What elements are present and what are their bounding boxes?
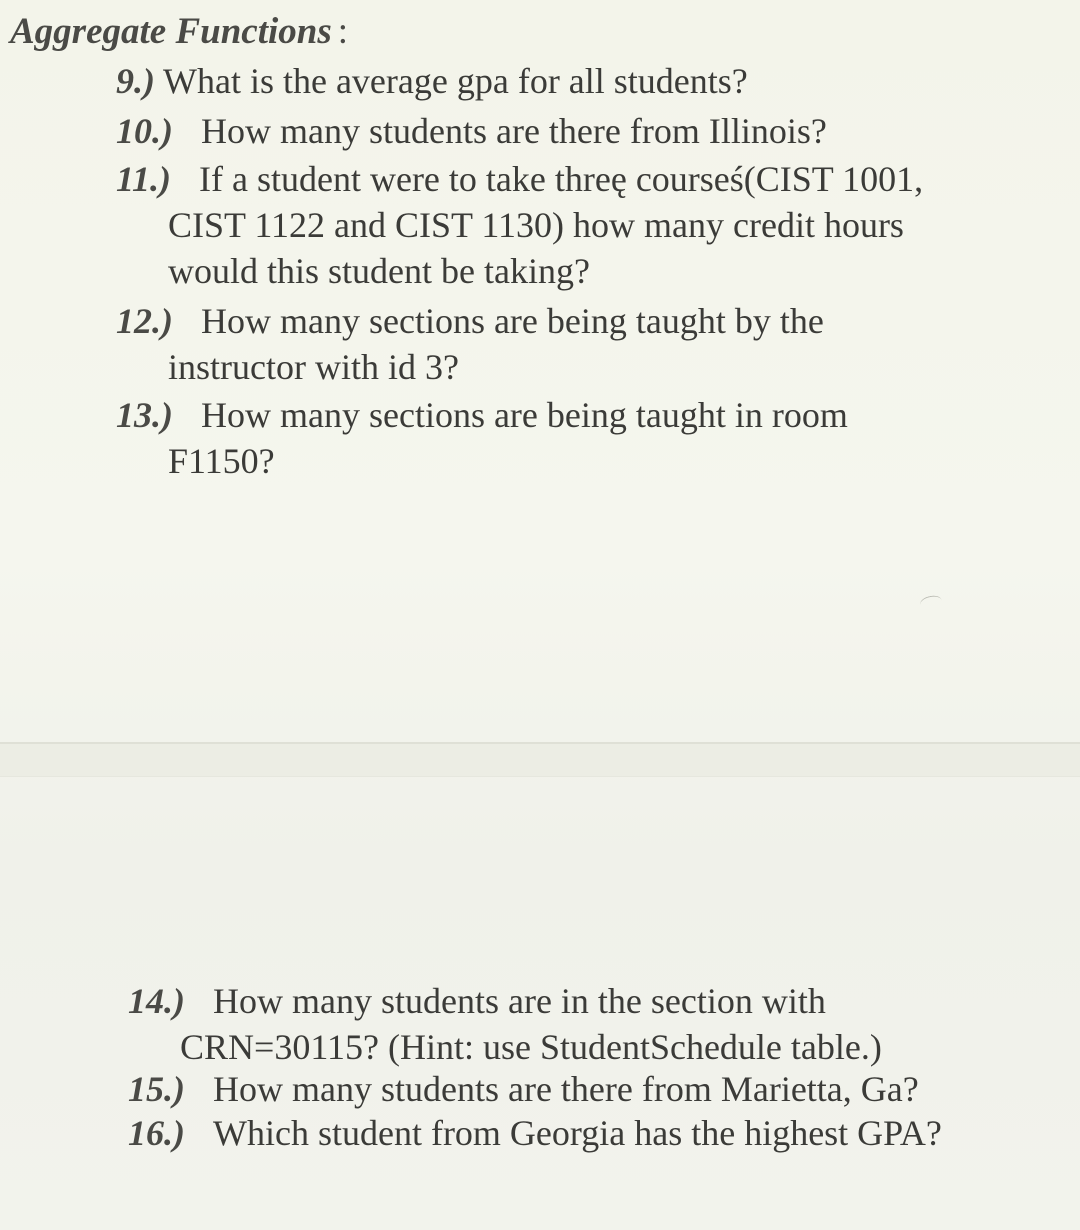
question-10 bbox=[116, 108, 827, 154]
question-text: How many sections are being taught by the bbox=[201, 301, 824, 341]
section-heading-colon: : bbox=[337, 11, 349, 52]
question-text-continued: CRN=30115? (Hint: use StudentSchedule table.) bbox=[180, 1027, 882, 1067]
question-text: If a student were to take threę courseś(CIST 1001, bbox=[199, 159, 924, 199]
question-number: 10.) bbox=[116, 111, 173, 151]
question-16 bbox=[128, 1110, 942, 1156]
question-text: How many sections are being taught in room bbox=[201, 395, 848, 435]
pen-mark bbox=[919, 594, 943, 611]
question-9 bbox=[116, 58, 748, 104]
section-heading-text: Aggregate Functions bbox=[10, 11, 332, 52]
question-text: How many students are there from Marietta, Ga? bbox=[213, 1069, 919, 1109]
question-11 bbox=[116, 156, 923, 294]
page-fold-band bbox=[0, 744, 1080, 776]
question-text-continued: F1150? bbox=[168, 441, 275, 481]
question-number: 15.) bbox=[128, 1069, 185, 1109]
question-number: 16.) bbox=[128, 1113, 185, 1153]
question-text: How many students are there from Illinois? bbox=[201, 111, 827, 151]
question-number: 13.) bbox=[116, 395, 173, 435]
question-number: 9.) bbox=[116, 61, 155, 101]
question-text-continued: CIST 1122 and CIST 1130) how many credit hours bbox=[168, 205, 904, 245]
section-heading bbox=[10, 10, 348, 53]
question-text: What is the average gpa for all students? bbox=[163, 61, 748, 101]
question-15 bbox=[128, 1066, 919, 1112]
question-text-continued: would this student be taking? bbox=[168, 251, 590, 291]
question-number: 14.) bbox=[128, 981, 185, 1021]
question-text-continued: instructor with id 3? bbox=[168, 347, 459, 387]
question-number: 11.) bbox=[116, 159, 172, 199]
question-14 bbox=[128, 978, 882, 1070]
question-text: Which student from Georgia has the highest GPA? bbox=[213, 1113, 942, 1153]
question-12 bbox=[116, 298, 824, 390]
question-number: 12.) bbox=[116, 301, 173, 341]
question-13 bbox=[116, 392, 848, 484]
page-divider bbox=[0, 776, 1080, 777]
question-text: How many students are in the section with bbox=[213, 981, 826, 1021]
